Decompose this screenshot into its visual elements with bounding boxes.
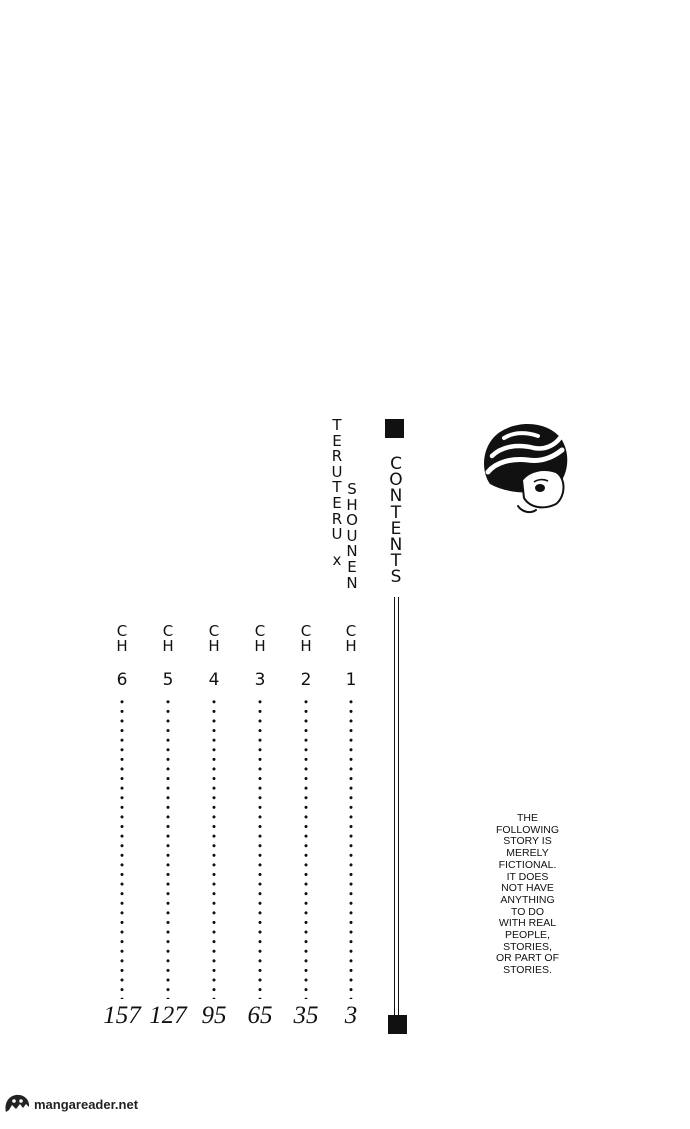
title-char: x (332, 550, 342, 569)
chapter-entry-5[interactable] (149, 622, 187, 1029)
dot-leader (258, 697, 262, 999)
top-square-marker (385, 419, 404, 438)
chapter-prefix-char: C (300, 622, 312, 640)
chapter-prefix (162, 624, 173, 654)
chapter-page-number: 157 (103, 1002, 141, 1029)
chapter-prefix-char: H (162, 637, 174, 655)
bottom-square-marker (388, 1015, 407, 1034)
chapter-prefix-char: C (116, 622, 128, 640)
fiction-disclaimer (480, 813, 575, 977)
title-char: E (347, 557, 357, 576)
chapter-prefix-char: C (162, 622, 174, 640)
chapter-page-number: 65 (247, 1002, 273, 1029)
chapter-number: 4 (208, 670, 220, 690)
title-char: U (346, 526, 358, 545)
contents-char: T (390, 551, 402, 572)
chapter-number: 2 (300, 670, 312, 690)
chapter-number: 1 (345, 670, 357, 690)
title-char: N (346, 573, 358, 592)
chapter-prefix-char: H (300, 637, 312, 655)
contents-char: N (389, 486, 403, 507)
chapter-page-number: 127 (149, 1002, 187, 1029)
chapter-prefix-char: C (345, 622, 357, 640)
chapter-prefix (345, 624, 356, 654)
dot-leader (166, 697, 170, 999)
chapter-page-number: 95 (201, 1002, 227, 1029)
title-char: R (331, 447, 343, 466)
disclaimer-line: OR PART OF (495, 952, 559, 965)
title-char: U (331, 525, 343, 544)
contents-char: N (389, 535, 403, 556)
title-char: E (332, 493, 342, 512)
contents-char: O (389, 470, 403, 491)
chapter-prefix (300, 624, 311, 654)
chapter-prefix-char: H (254, 637, 266, 655)
disclaimer-line: THE (517, 812, 538, 824)
title-char: E (332, 431, 342, 450)
site-watermark[interactable] (2, 1092, 138, 1116)
chapter-prefix-char: H (208, 637, 220, 655)
title-char: S (347, 480, 357, 498)
dot-leader (349, 697, 353, 999)
disclaimer-line: NOT HAVE (501, 882, 554, 895)
watermark-text: mangareader.net (34, 1096, 139, 1112)
title-char: R (331, 509, 343, 528)
teruteru-head-icon (478, 418, 570, 518)
dot-leader (212, 697, 216, 999)
chapter-prefix-char: H (116, 637, 128, 655)
dot-leader (120, 697, 124, 999)
disclaimer-line: STORIES, (503, 940, 552, 953)
chapter-entry-4[interactable] (199, 624, 229, 1028)
chapter-prefix-char: H (345, 637, 357, 655)
divider-rule-left (394, 597, 395, 1015)
title-line-shounen (343, 482, 361, 591)
disclaimer-line: STORIES. (503, 964, 552, 977)
chapter-prefix-char: C (208, 622, 220, 640)
disclaimer-line: FICTIONAL. (498, 858, 557, 871)
disclaimer-line: TO DO (510, 905, 545, 918)
chapter-entry-1[interactable] (336, 624, 366, 1028)
chapter-number: 6 (116, 670, 128, 690)
disclaimer-line: WITH REAL (498, 917, 557, 930)
chapter-page-number: 3 (344, 1002, 358, 1029)
chapter-entry-2[interactable] (291, 624, 321, 1028)
divider-rule-right (398, 597, 399, 1015)
contents-label (386, 456, 406, 586)
disclaimer-line: IT DOES (506, 870, 549, 883)
ghost-logo-icon (2, 1092, 32, 1116)
disclaimer-line: ANYTHING (500, 893, 555, 906)
chapter-prefix (254, 624, 265, 654)
title-char: N (346, 542, 358, 561)
chapter-entry-6[interactable] (103, 622, 141, 1029)
title-char: O (346, 511, 358, 530)
chapter-prefix (208, 624, 219, 654)
chapter-prefix (116, 624, 127, 654)
title-char: T (332, 478, 342, 497)
disclaimer-line: STORY IS (503, 835, 552, 848)
contents-char: C (390, 454, 402, 474)
chapter-number: 5 (162, 670, 174, 690)
chapter-page-number: 35 (293, 1002, 319, 1029)
contents-char: T (390, 502, 402, 523)
contents-char: S (390, 567, 402, 588)
contents-char: E (390, 518, 402, 539)
disclaimer-line: PEOPLE, (505, 929, 550, 942)
title-char: U (331, 462, 343, 481)
chapter-prefix-char: C (254, 622, 266, 640)
dot-leader (304, 697, 308, 999)
chapter-entry-3[interactable] (245, 624, 275, 1028)
title-char: H (346, 495, 358, 514)
disclaimer-line: FOLLOWING (495, 823, 559, 836)
title-char: T (332, 416, 342, 434)
chapter-number: 3 (254, 670, 266, 690)
disclaimer-line: MERELY (506, 847, 549, 860)
